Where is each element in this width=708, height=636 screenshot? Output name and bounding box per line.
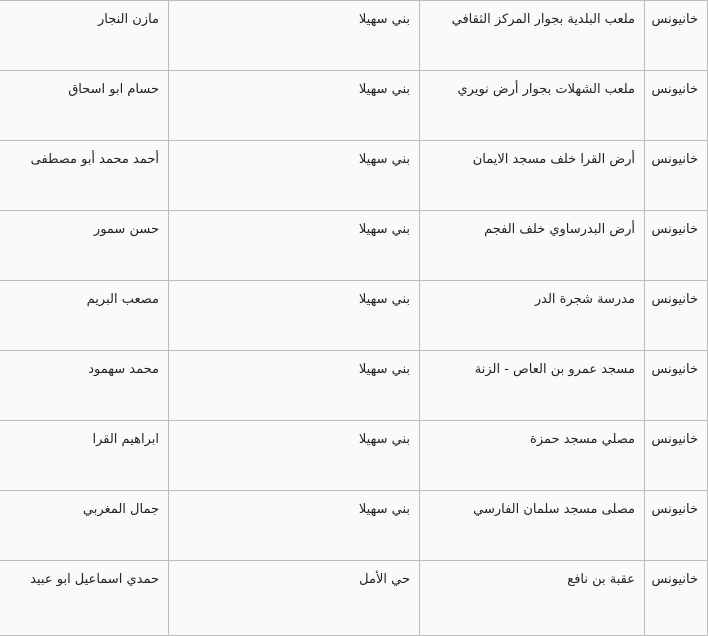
person-cell: جمال المغربي <box>0 491 169 561</box>
person-cell: محمد سهمود <box>0 351 169 421</box>
table-row <box>0 491 708 561</box>
table-row <box>0 561 708 636</box>
city-cell: خانيونس <box>645 1 708 71</box>
city-cell: خانيونس <box>645 421 708 491</box>
person-cell: حسام ابو اسحاق <box>0 71 169 141</box>
location-cell: ملعب الشهلات بجوار أرض نويري <box>420 71 645 141</box>
city-cell: خانيونس <box>645 71 708 141</box>
person-cell: ابراهيم القرا <box>0 421 169 491</box>
location-cell: عقبة بن نافع <box>420 561 645 636</box>
area-cell: بني سهيلا <box>169 351 420 421</box>
table-row <box>0 71 708 141</box>
area-cell: بني سهيلا <box>169 71 420 141</box>
area-cell: بني سهيلا <box>169 491 420 561</box>
table-row <box>0 281 708 351</box>
location-cell: ملعب البلدية بجوار المركز الثقافي <box>420 1 645 71</box>
location-cell: أرض البدرساوي خلف الفجم <box>420 211 645 281</box>
person-cell: حمدي اسماعيل ابو عبيد <box>0 561 169 636</box>
city-cell: خانيونس <box>645 211 708 281</box>
area-cell: بني سهيلا <box>169 211 420 281</box>
person-cell: حسن سمور <box>0 211 169 281</box>
location-cell: مصلى مسجد سلمان الفارسي <box>420 491 645 561</box>
location-cell: مصلي مسجد حمزة <box>420 421 645 491</box>
location-cell: أرض القرا خلف مسجد الايمان <box>420 141 645 211</box>
city-cell: خانيونس <box>645 141 708 211</box>
person-cell: أحمد محمد أبو مصطفى <box>0 141 169 211</box>
table-row <box>0 351 708 421</box>
table-row <box>0 211 708 281</box>
table-row <box>0 141 708 211</box>
area-cell: بني سهيلا <box>169 141 420 211</box>
city-cell: خانيونس <box>645 351 708 421</box>
table-row <box>0 421 708 491</box>
table-row <box>0 1 708 71</box>
area-cell: بني سهيلا <box>169 421 420 491</box>
location-cell: مسجد عمرو بن العاص - الزنة <box>420 351 645 421</box>
city-cell: خانيونس <box>645 281 708 351</box>
city-cell: خانيونس <box>645 491 708 561</box>
person-cell: مصعب البريم <box>0 281 169 351</box>
area-cell: بني سهيلا <box>169 281 420 351</box>
area-cell: بني سهيلا <box>169 1 420 71</box>
area-cell: حي الأمل <box>169 561 420 636</box>
person-cell: مازن النجار <box>0 1 169 71</box>
city-cell: خانيونس <box>645 561 708 636</box>
location-cell: مدرسة شجرة الدر <box>420 281 645 351</box>
